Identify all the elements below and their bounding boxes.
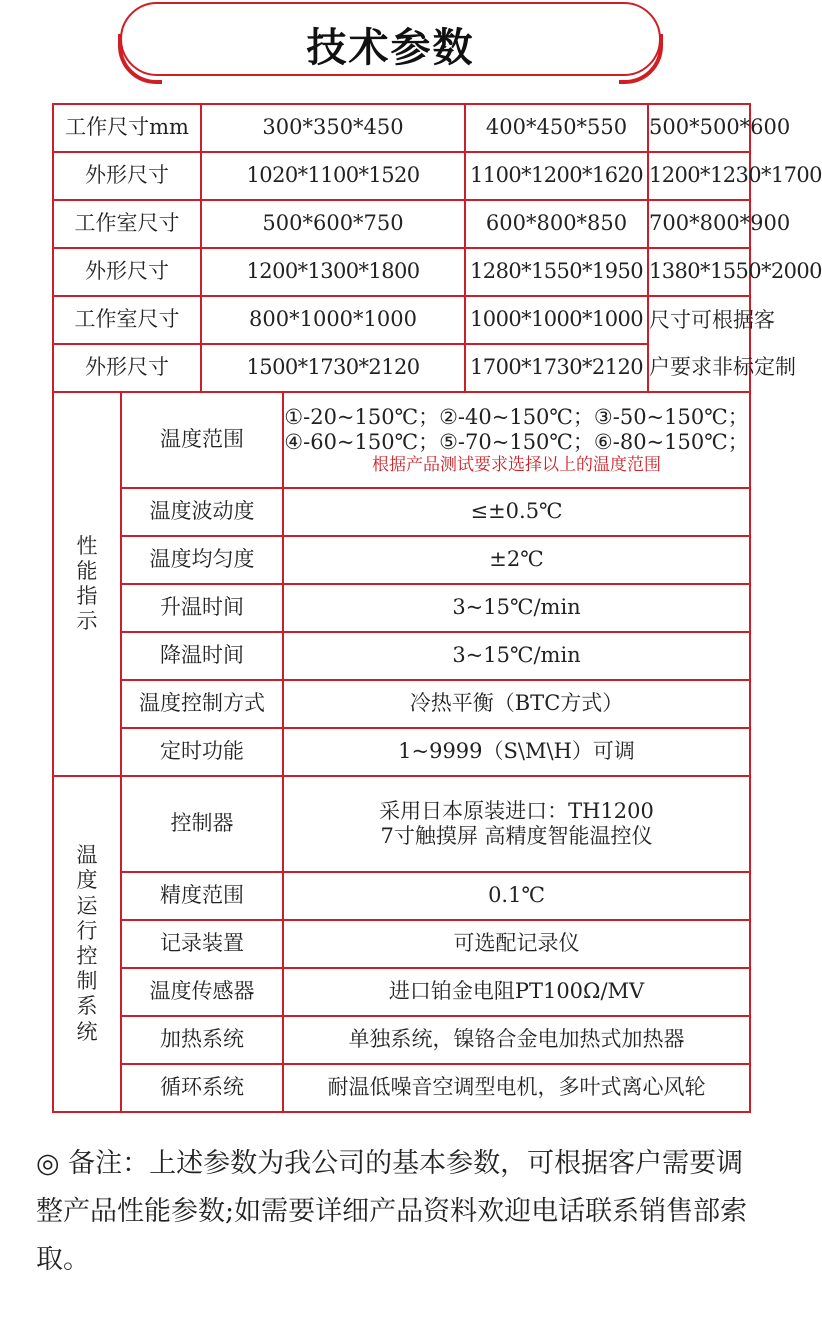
dimension-value: 1020*1100*1520	[201, 152, 465, 200]
dimension-label: 工作尺寸mm	[53, 104, 201, 152]
dimension-value: 1000*1000*1000	[465, 296, 648, 344]
row-label: 降温时间	[121, 632, 283, 680]
row-value: 进口铂金电阻PT100Ω/MV	[283, 968, 750, 1016]
dimension-value: 400*450*550	[465, 104, 648, 152]
dimension-row	[53, 104, 750, 152]
custom-size-note: 户要求非标定制	[648, 344, 750, 392]
dimension-value: 1700*1730*2120	[465, 344, 648, 392]
row-label: 温度范围	[121, 392, 283, 488]
dimension-row	[53, 200, 750, 248]
performance-row	[53, 680, 750, 728]
performance-row	[53, 584, 750, 632]
row-value: ≤±0.5℃	[283, 488, 750, 536]
row-value: ±2℃	[283, 536, 750, 584]
dimension-label: 工作室尺寸	[53, 296, 201, 344]
dimension-row	[53, 344, 750, 392]
spec-table	[52, 103, 822, 1113]
dimension-value: 300*350*450	[201, 104, 465, 152]
dimension-label: 外形尺寸	[53, 344, 201, 392]
row-value: 0.1℃	[283, 872, 750, 920]
controller-value: 采用日本原装进口：TH1200 7寸触摸屏 高精度智能温控仪	[283, 776, 750, 872]
row-label: 温度控制方式	[121, 680, 283, 728]
performance-row	[53, 488, 750, 536]
dimension-value: 1200*1230*1700	[648, 152, 750, 200]
control-group-label: 温 度 运 行 控 制 系 统	[53, 776, 121, 1112]
performance-row	[53, 536, 750, 584]
control-row	[53, 968, 750, 1016]
control-row	[53, 776, 750, 872]
row-value: 1~9999（S\M\H）可调	[283, 728, 750, 776]
dimension-value: 800*1000*1000	[201, 296, 465, 344]
dimension-value: 600*800*850	[465, 200, 648, 248]
temperature-range-value: ①-20~150℃；②-40~150℃；③-50~150℃； ④-60~150℃；⑤-70~150℃；⑥-80~150℃； 根据产品测试要求选择以上的温度范围	[283, 392, 750, 488]
dimension-value: 1100*1200*1620	[465, 152, 648, 200]
row-value: 3~15℃/min	[283, 632, 750, 680]
row-value: 冷热平衡（BTC方式）	[283, 680, 750, 728]
row-value: 耐温低噪音空调型电机，多叶式离心风轮	[283, 1064, 750, 1112]
dimension-row	[53, 248, 750, 296]
control-row	[53, 1064, 750, 1112]
row-label: 记录装置	[121, 920, 283, 968]
row-label: 温度均匀度	[121, 536, 283, 584]
row-value: 可选配记录仪	[283, 920, 750, 968]
performance-row	[53, 392, 750, 488]
temperature-range-note: 根据产品测试要求选择以上的温度范围	[372, 454, 662, 475]
performance-group-label: 性 能 指 示	[53, 392, 121, 776]
title-banner	[120, 2, 661, 76]
dimension-value: 1280*1550*1950	[465, 248, 648, 296]
page-title: 技术参数	[306, 25, 475, 71]
row-label: 循环系统	[121, 1064, 283, 1112]
row-label: 温度波动度	[121, 488, 283, 536]
dimension-value: 500*600*750	[201, 200, 465, 248]
dimension-value: 700*800*900	[648, 200, 750, 248]
performance-row	[53, 632, 750, 680]
row-label: 精度范围	[121, 872, 283, 920]
dimension-value: 1500*1730*2120	[201, 344, 465, 392]
dimension-value: 1380*1550*2000	[648, 248, 750, 296]
control-row	[53, 872, 750, 920]
remark-text: ◎ 备注：上述参数为我公司的基本参数，可根据客户需要调整产品性能参数;如需要详细产品资料欢迎电话联系销售部索取。	[36, 1148, 748, 1275]
row-value: 3~15℃/min	[283, 584, 750, 632]
row-label: 定时功能	[121, 728, 283, 776]
dimension-value: 1200*1300*1800	[201, 248, 465, 296]
dimension-label: 工作室尺寸	[53, 200, 201, 248]
performance-row	[53, 728, 750, 776]
row-label: 升温时间	[121, 584, 283, 632]
custom-size-note: 尺寸可根据客	[648, 296, 750, 344]
row-label: 控制器	[121, 776, 283, 872]
dimension-row	[53, 296, 750, 344]
control-row	[53, 920, 750, 968]
row-value: 单独系统，镍铬合金电加热式加热器	[283, 1016, 750, 1064]
row-label: 加热系统	[121, 1016, 283, 1064]
dimension-label: 外形尺寸	[53, 152, 201, 200]
control-row	[53, 1016, 750, 1064]
dimension-label: 外形尺寸	[53, 248, 201, 296]
dimension-value: 500*500*600	[648, 104, 750, 152]
row-label: 温度传感器	[121, 968, 283, 1016]
dimension-row	[53, 152, 750, 200]
